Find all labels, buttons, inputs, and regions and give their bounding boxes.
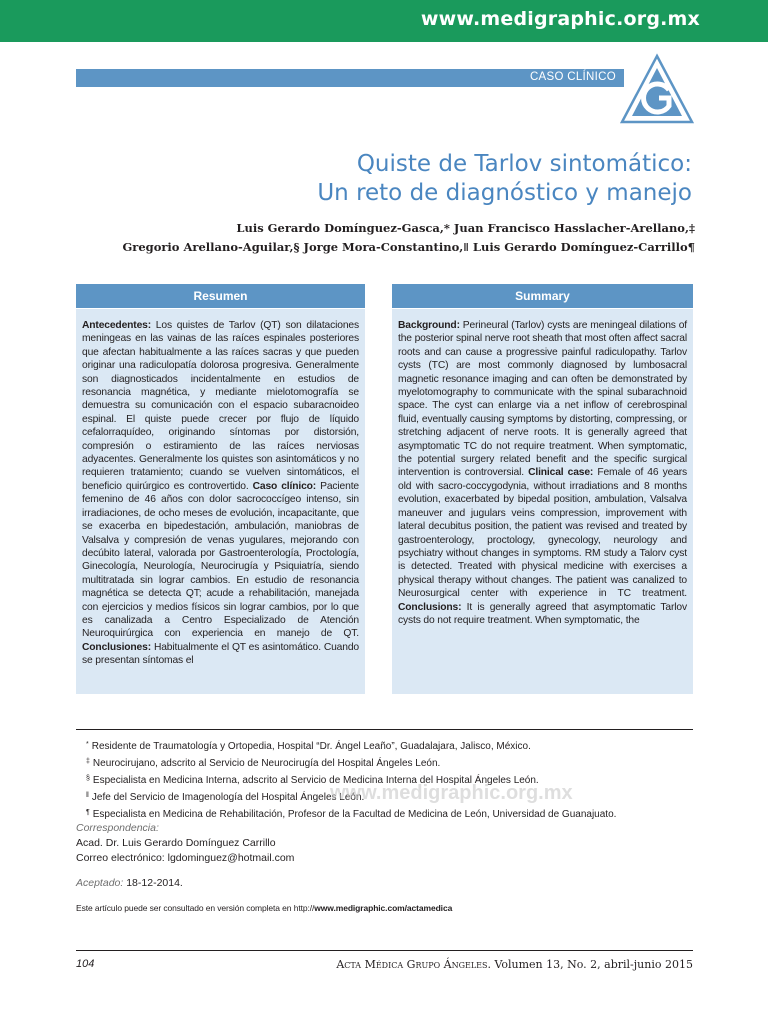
footnotes xyxy=(86,737,691,822)
consult-text: Este artículo puede ser consultado en versión completa en http:// xyxy=(76,903,315,913)
summary-text xyxy=(398,319,687,627)
footer-divider xyxy=(76,950,693,951)
article-title-line2: Un reto de diagnóstico y manejo xyxy=(317,180,692,206)
background-text: Perineural (Tarlov) cysts are meningeal dilations of the posterior spinal nerve root sheath that most often affect sacral roots and can cause a progressive painful radiculopathy. Tarlov cysts (TC) are most commonly diagnosed by lumbosacral magnetic resonance imaging and can often be demonstrated by myelotomography to communicate with the spinal subarachnoid space. The cyst can enlarge via a net inflow of cerebrospinal fluid, eventually causing symptoms by distorting, compressing, or stretching adjacent of nerve roots. It is generally agreed that asymptomatic TC do not require treatment. When symptomatic, the potential surgery related benefit and the specific surgical intervention is controversial. xyxy=(398,320,687,479)
article-title-line1: Quiste de Tarlov sintomático: xyxy=(356,151,692,177)
footnote-item: ‡ Neurocirujano, adscrito al Servicio de Neurocirugía del Hospital Ángeles León. xyxy=(86,758,441,769)
correspondence xyxy=(76,821,294,866)
caso-text: Paciente femenino de 46 años con dolor sacrococcígeo intenso, sin irradiaciones, de ocho meses de evolución, incapacitante, que se exacerba en bipedestación, ambulación, maniobras de Valsalva y compresión de venas yugulares, mejorando con decúbito lateral, valorada por Gastroenterología, Proctología, Ginecología, Neurología, Neurocirugía y Psiquiatría, siendo multitratada sin lograr cambios. En estudio de resonancia magnética se detecta QT; acude a rehabilitación, manejada con ejercicios y medios físicos sin lograr cambios, por lo que es canalizada a Centro Especializado de Atención Neuroquirúrgica con experiencia en manejo de QT. xyxy=(82,480,359,640)
summary-heading: Summary xyxy=(392,284,693,308)
section-label: CASO CLÍNICO xyxy=(529,71,616,83)
footnote-divider xyxy=(76,729,693,730)
top-banner xyxy=(0,0,768,42)
authors-line1: Luis Gerardo Domínguez-Gasca,* Juan Francisco Hasslacher-Arellano,‡ xyxy=(236,221,695,235)
correspondence-label: Correspondencia: xyxy=(76,822,159,834)
accepted-date xyxy=(76,877,183,889)
case-label: Clinical case: xyxy=(528,467,594,479)
consult-link[interactable]: www.medigraphic.com/actamedica xyxy=(314,903,453,913)
footnote-item: § Especialista en Medicina Interna, adscrito al Servicio de Medicina Interna del Hospital Ángeles León. xyxy=(86,775,539,786)
caso-label: Caso clínico: xyxy=(252,480,317,492)
footnote-item: ¶ Especialista en Medicina de Rehabilitación, Profesor de la Facultad de Medicina de León, Universidad de Guanajuato. xyxy=(86,809,617,820)
page-number: 104 xyxy=(76,958,95,970)
conclusiones-text: Habitualmente el QT es asintomático. Cuando se presentan síntomas el xyxy=(82,641,359,667)
resumen-text xyxy=(82,319,359,668)
consult-note xyxy=(76,903,452,913)
conclusions-text: It is generally agreed that asymptomatic Tarlov cysts do not require treatment. When symptomatic, the xyxy=(398,601,687,626)
accepted-value: 18-12-2014. xyxy=(126,877,183,889)
summary-panel xyxy=(392,309,693,694)
conclusions-label: Conclusions: xyxy=(398,601,462,613)
header-url[interactable]: www.medigraphic.org.mx xyxy=(420,8,700,30)
journal-logo-icon xyxy=(618,50,696,128)
watermark: www.medigraphic.org.mx xyxy=(330,782,573,804)
resumen-panel xyxy=(76,309,365,694)
resumen-heading: Resumen xyxy=(76,284,365,308)
footnote-item: $^ǁ$ Jefe del Servicio de Imagenología del Hospital Ángeles León. xyxy=(86,792,365,803)
journal-issue: Volumen 13, No. 2, abril-junio 2015 xyxy=(494,958,693,971)
background-label: Background: xyxy=(398,320,460,331)
correspondence-email[interactable]: Correo electrónico: lgdominguez@hotmail.com xyxy=(76,852,295,864)
antecedentes-label: Antecedentes: xyxy=(82,320,152,331)
case-text: Female of 46 years old with sacro-coccygodynia, without irradiations and 8 months evolution, exacerbated by bipedal position, ambulation, Valsalva maneuver and jugulars veins compression, improvement with lateral decubitus position, the patient was revised and treated by gastroenterology, proctology, gynecology, neurology and psychiatry without changes in symptoms. RM study a Talorv cyst is detected. Treated with physical medicine with exercises a physical therapy without changes. The patient was canalized to Neurosurgical center with experience in TC treatment. xyxy=(398,467,688,600)
conclusiones-label: Conclusiones: xyxy=(82,641,151,653)
antecedentes-text: Los quistes de Tarlov (QT) son dilataciones meningeas en las vainas de las raíces espinales posteriores que afectan habitualmente a las raíces sacras y que pueden originar una radiculopatía dolorosa progresiva. Generalmente son diagnosticados incidentalmente en estudios de resonancia magnética, y mediante mielotomografía se demuestra su comunicación con el espacio subaracnoideo espinal. El quiste puede crecer por flujo de líquido cefalorraquídeo, originando síntomas por distorsión, compresión o estiramiento de las raíces nerviosas adyacentes. Generalmente los quistes son asintomáticos y no requieren tratamiento; cuando se vuelven sintomáticos, el beneficio quirúrgico es controvertido. xyxy=(82,320,359,492)
journal-citation xyxy=(336,958,693,971)
authors-line2: Gregorio Arellano-Aguilar,§ Jorge Mora-Constantino,ǁ Luis Gerardo Domínguez-Carrillo¶ xyxy=(122,240,695,254)
journal-name: Acta Médica Grupo Ángeles. xyxy=(336,958,491,971)
accepted-label: Aceptado: xyxy=(76,877,124,889)
correspondence-name: Acad. Dr. Luis Gerardo Domínguez Carrillo xyxy=(76,837,276,849)
section-bar xyxy=(76,69,624,87)
footnote-item: * Residente de Traumatología y Ortopedia, Hospital “Dr. Ángel Leaño”, Guadalajara, Jalisco, México. xyxy=(86,741,531,752)
